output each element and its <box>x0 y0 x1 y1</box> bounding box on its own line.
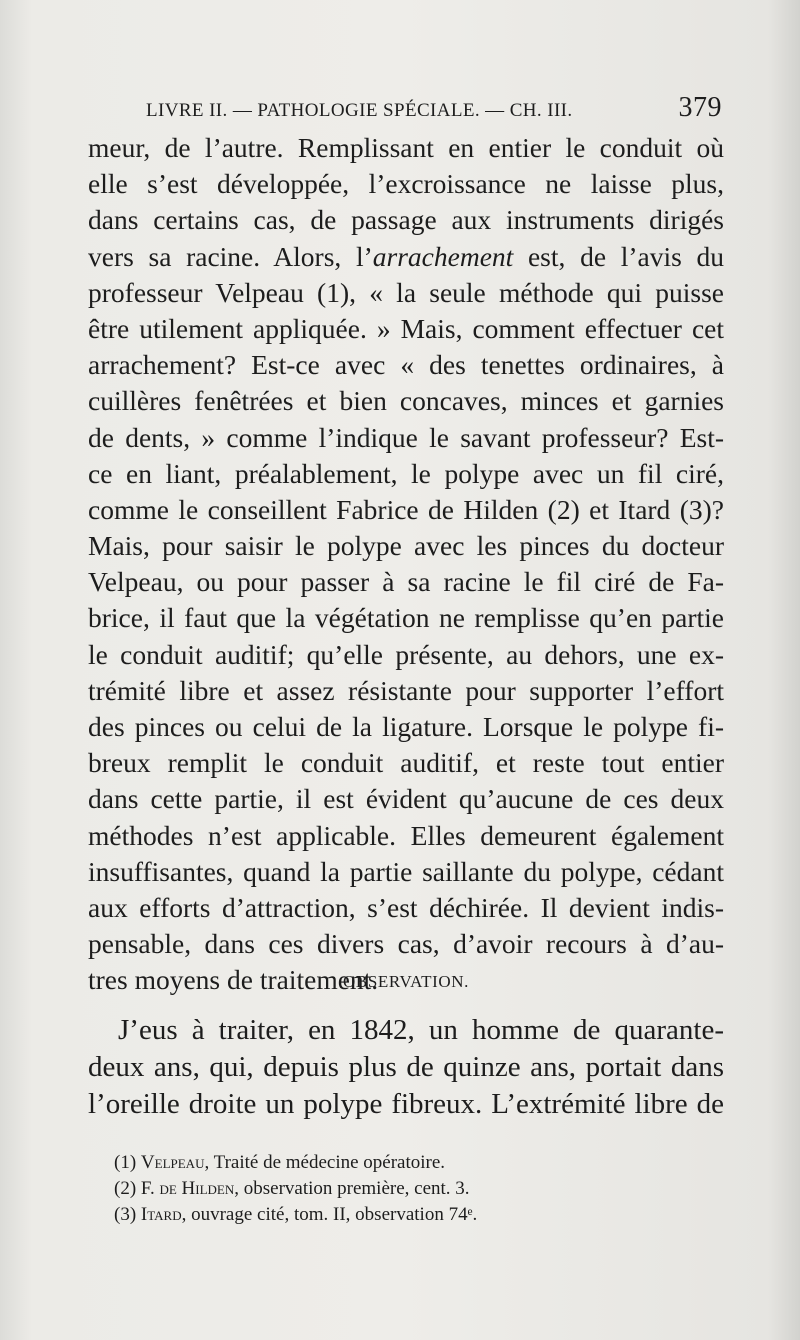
text-line: trémité libre et assez résistante pour supporter l’effort <box>88 674 724 706</box>
text-line: breux remplit le conduit auditif, et reste tout entier <box>88 747 724 779</box>
observation-paragraph <box>88 1012 724 1123</box>
page-number: 379 <box>678 92 722 123</box>
footnote-text: , ouvrage cité, tom. II, observation 74ᵉ. <box>181 1204 478 1225</box>
text-line: aux efforts d’attraction, s’est déchirée. Il devient indis- <box>88 891 724 923</box>
footnote-author: Itard <box>140 1204 182 1225</box>
text-line: J’eus à traiter, en 1842, un homme de quarante- <box>118 1014 724 1046</box>
text-line: comme le conseillent Fabrice de Hilden (2) et Itard (3)? <box>88 493 724 525</box>
footnotes <box>114 1150 714 1228</box>
text-fragment: vers sa racine. Alors, l’ <box>88 240 373 272</box>
page-header <box>88 92 722 126</box>
text-line: être utilement appliquée. » Mais, comment effectuer cet <box>88 312 724 344</box>
text-line: cuillères fenêtrées et bien concaves, minces et garnies <box>88 385 724 417</box>
text-line: le conduit auditif; qu’elle présente, au dehors, une ex- <box>88 638 724 670</box>
footnote-text: , observation première, cent. 3. <box>234 1178 470 1199</box>
footnote <box>114 1150 714 1176</box>
footnote-number: (2) <box>114 1178 137 1199</box>
text-line: elle s’est développée, l’excroissance ne laisse plus, <box>88 168 724 200</box>
text-line: professeur Velpeau (1), « la seule méthode qui puisse <box>88 276 724 308</box>
text-line: pensable, dans ces divers cas, d’avoir recours à d’au- <box>88 928 724 960</box>
text-line: méthodes n’est applicable. Elles demeurent également <box>88 819 724 851</box>
section-heading: OBSERVATION. <box>343 972 469 991</box>
text-line: insuffisantes, quand la partie saillante du polype, cédant <box>88 855 724 887</box>
footnote-number: (1) <box>114 1152 137 1173</box>
footnote <box>114 1176 714 1202</box>
text-line: dans cette partie, il est évident qu’aucune de ces deux <box>88 783 724 815</box>
text-line: dans certains cas, de passage aux instruments dirigés <box>88 204 724 236</box>
text-line: tres moyens de traitement. <box>88 964 379 996</box>
text-line-with-italic <box>88 239 724 275</box>
text-line: Velpeau, ou pour passer à sa racine le fil ciré de Fa- <box>88 566 724 598</box>
text-line: ce en liant, préalablement, le polype avec un fil ciré, <box>88 457 724 489</box>
text-line: deux ans, qui, depuis plus de quinze ans, portait dans <box>88 1051 724 1083</box>
footnote-number: (3) <box>114 1204 137 1225</box>
text-line: Mais, pour saisir le polype avec les pinces du docteur <box>88 530 724 562</box>
main-paragraph <box>88 130 724 999</box>
text-fragment: est, de l’avis du <box>513 240 724 272</box>
text-line: des pinces ou celui de la ligature. Lorsque le polype fi- <box>88 711 724 742</box>
footnote <box>114 1202 714 1228</box>
footnote-text: , Traité de médecine opératoire. <box>204 1152 446 1173</box>
text-line: l’oreille droite un polype fibreux. L’extrémité libre de <box>88 1088 724 1120</box>
text-line: arrachement? Est-ce avec « des tenettes ordinaires, à <box>88 349 724 381</box>
text-line: de dents, » comme l’indique le savant professeur? Est- <box>88 421 724 453</box>
footnote-author: Velpeau <box>140 1152 205 1173</box>
text-line: brice, il faut que la végétation ne remplisse qu’en partie <box>88 602 724 634</box>
text-line: meur, de l’autre. Remplissant en entier le conduit où <box>88 132 724 163</box>
running-head: LIVRE II. — PATHOLOGIE SPÉCIALE. — CH. III. <box>146 100 573 121</box>
italic-term: arrachement <box>372 240 514 272</box>
footnote-author: F. de Hilden <box>140 1178 235 1199</box>
